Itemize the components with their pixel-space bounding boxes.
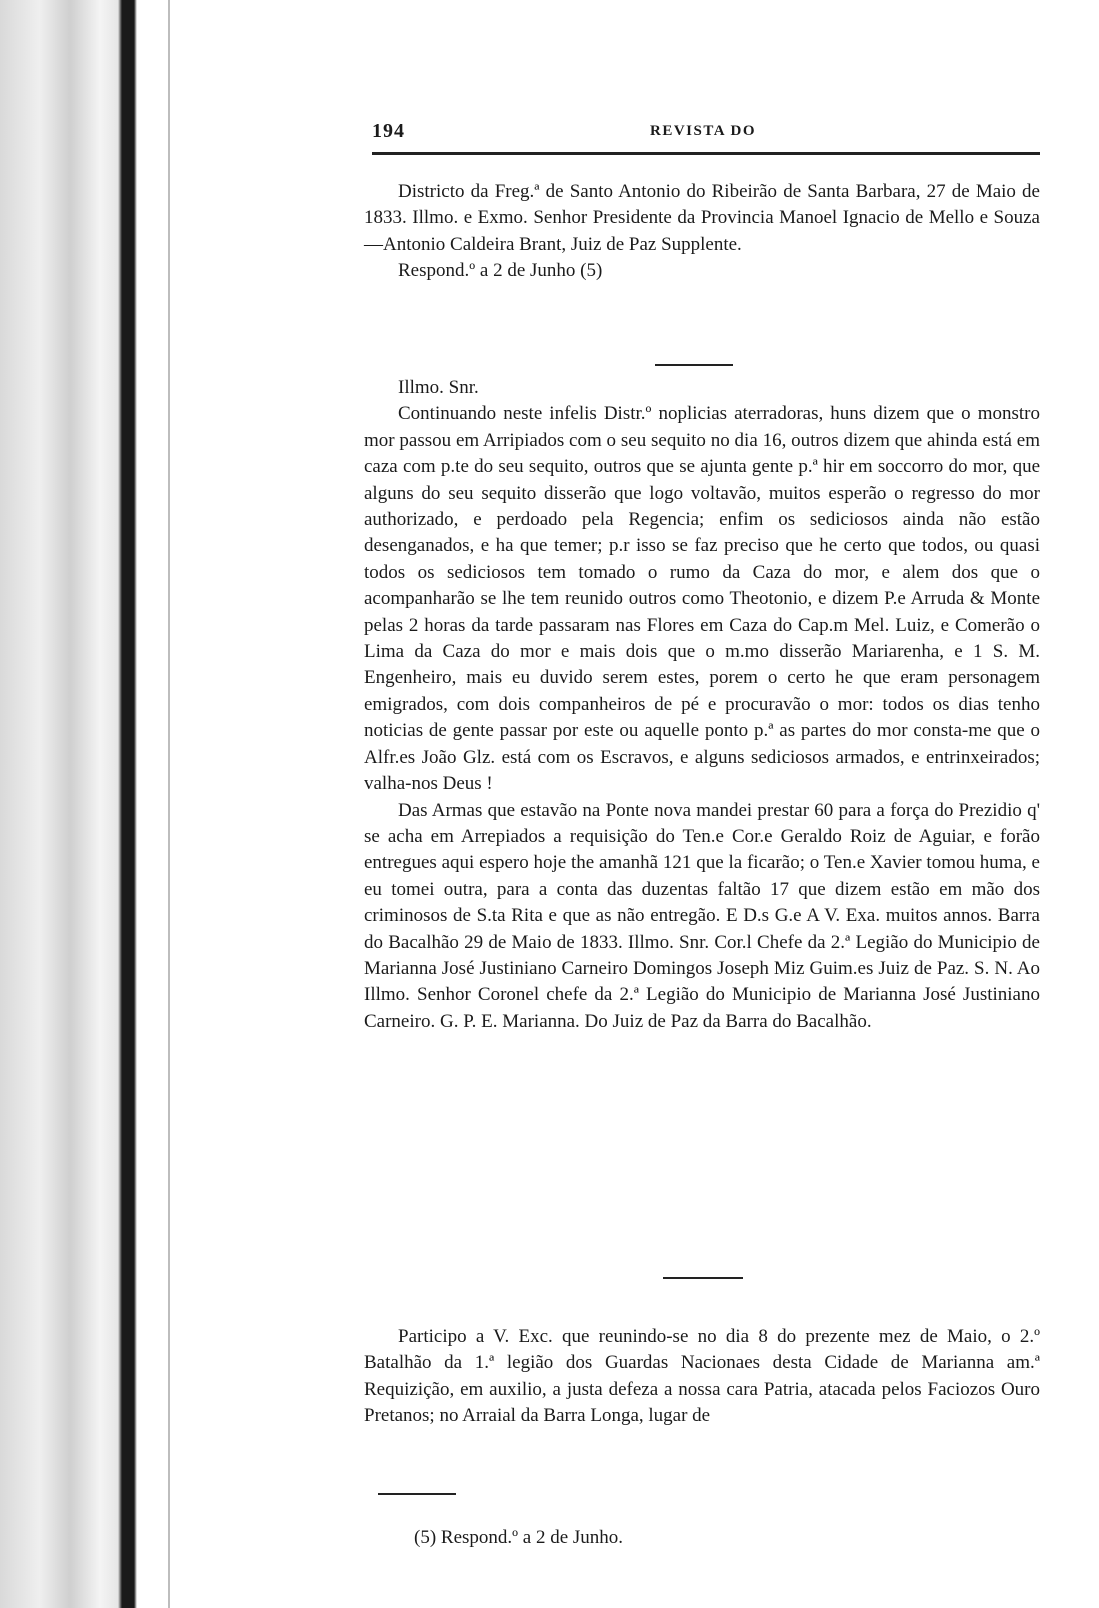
letter-1-paragraph: Districto da Freg.ª de Santo Antonio do Ribeirão de Santa Barbara, 27 de Maio de 1833. Illmo. e Exmo. Senhor Presidente da Provincia Manoel Ignacio de Mello e Souza—Antonio Caldeira Brant, Juiz de Paz Supplente. [364, 181, 1040, 255]
letter-3-paragraph: Participo a V. Exc. que reunindo-se no dia 8 do prezente mez de Maio, o 2.º Batalhão da 1.ª legião dos Guardas Nacionaes desta Cidade de Marianna am.ª Requizição, em auxilio, a justa defeza a nossa cara Patria, atacada pelos Faciozos Ouro Pretanos; no Arraial da Barra Longa, lugar de [364, 1326, 1040, 1427]
page-header [372, 120, 1052, 148]
letter-2-paragraph-1: Continuando neste infelis Distr.º noplicias aterradoras, huns dizem que o monstro mor passou em Arripiados com o seu sequito no dia 16, outros dizem que ahinda está em caza com p.te do seu sequito, outros que se ajunta gente p.ª hir em soccorro do mor, que alguns do seu sequito disserão que logo voltavão, muitos esperão o regresso do mor authorizado, e perdoado pela Regencia; enfim os sediciosos ainda não estão desenganados, e ha que temer; p.r isso se faz preciso que he certo que todos, ou quasi todos os sediciosos tem tomado o rumo da Caza do mor, e alem dos que o acompanharão se lhe tem reunido outros como Theotonio, e dizem P.e Arruda & Monte pelas 2 horas da tarde passaram nas Flores em Caza do Cap.m Mel. Luiz, e Comerão o Lima da Caza do mor e mais dois que o m.mo disserão Mariarenha, e 1 S. M. Engenheiro, mais eu duvido serem estes, porem o certo he que eram personagem emigrados, com dois companheiros de pé e procuravão o mor: todos os dias tenho noticias de gente passar por este ou aquelle ponto p.ª as partes do mor consta-me que o Alfr.es João Glz. está com os Escravos, e alguns sediciosos armados, e entrinxeirados; valha-nos Deus ! [364, 403, 1040, 795]
footnote: (5) Respond.º a 2 de Junho. [414, 1527, 624, 1548]
letter-2 [364, 375, 1040, 1035]
letter-2-salutation: Illmo. Snr. [398, 377, 479, 398]
letter-1 [364, 179, 1040, 285]
header-rule [372, 152, 1040, 155]
section-separator [663, 1277, 743, 1279]
letter-2-paragraph-2: Das Armas que estavão na Ponte nova mandei prestar 60 para a força do Prezidio q' se acha em Arrepiados a requisição do Ten.e Cor.e Geraldo Roiz de Aguiar, e forão entregues aqui espero hoje the amanhã 121 que la ficarão; o Ten.e Xavier tomou huma, e eu tomei outra, para a conta das duzentas faltão 17 que dizem estão em mão dos criminosos de S.ta Rita e que as não entregão. E D.s G.e A V. Exa. muitos annos. Barra do Bacalhão 29 de Maio de 1833. Illmo. Snr. Cor.l Chefe da 2.ª Legião do Municipio de Marianna José Justiniano Carneiro Domingos Joseph Miz Guim.es Juiz de Paz. S. N. Ao Illmo. Senhor Coronel chefe da 2.ª Legião do Municipio de Marianna José Justiniano Carneiro. G. P. E. Marianna. Do Juiz de Paz da Barra do Bacalhão. [364, 799, 1040, 1032]
running-title: REVISTA DO [650, 123, 756, 139]
section-separator [655, 364, 733, 366]
page-number: 194 [372, 120, 405, 142]
footnote-rule [378, 1493, 456, 1495]
letter-3 [364, 1324, 1040, 1430]
letter-1-respond-note: Respond.º a 2 de Junho (5) [398, 260, 603, 282]
